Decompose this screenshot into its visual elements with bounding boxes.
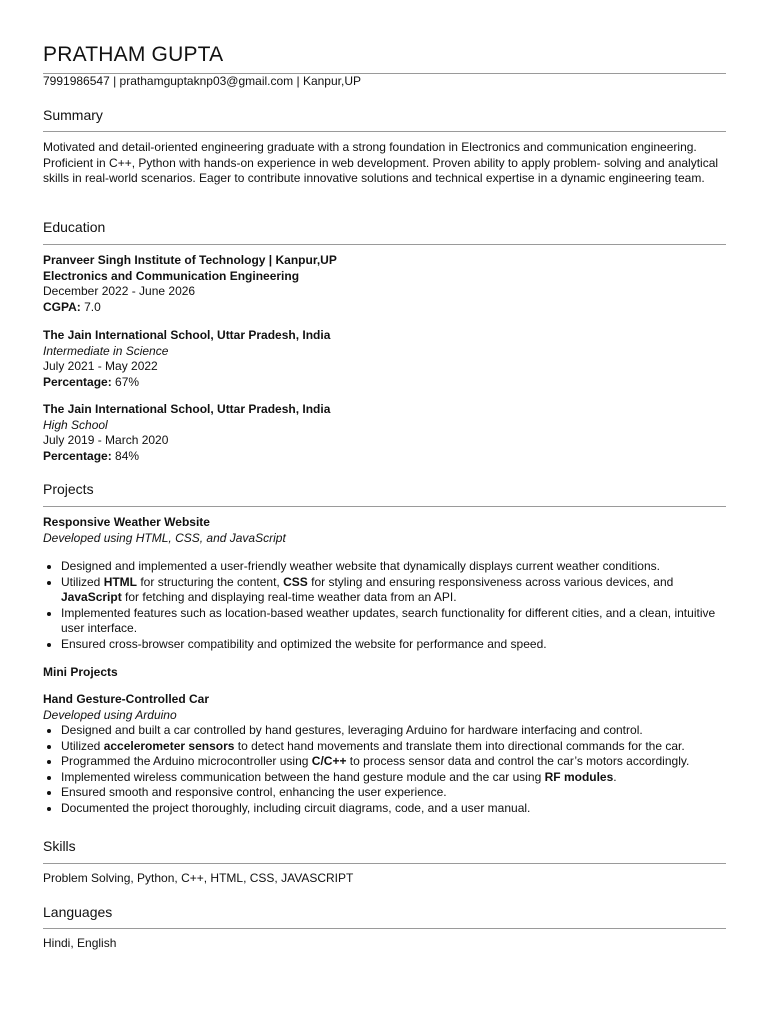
bullet-item: • Documented the project thoroughly, including circuit diagrams, code, and a user manual. [61,801,726,817]
skills-text: Problem Solving, Python, C++, HTML, CSS, JAVASCRIPT [43,871,354,885]
education-entry [43,328,726,390]
bullet-item: • Implemented wireless communication between the hand gesture module and the car using RF modules. [61,770,726,786]
projects-divider [43,506,726,507]
education-dates: July 2019 - March 2020 [43,433,169,447]
degree-name: Electronics and Communication Engineering [43,268,300,283]
score-value: 67% [115,374,140,389]
bullet-item: • Designed and implemented a user-friendly weather website that dynamically displays current weather conditions. [61,559,726,575]
languages-text: Hindi, English [43,936,117,950]
phone-number: 7991986547 [43,74,110,88]
languages-heading: Languages [43,904,113,920]
score-value: 84% [115,448,140,463]
contact-separator: | [109,74,120,88]
education-score [43,300,726,316]
score-label: Percentage: [43,374,112,389]
score-label: CGPA: [43,299,81,314]
bullet-item: • Programmed the Arduino microcontroller using C/C++ to process sensor data and control the car’s motors accordingly. [61,754,726,770]
summary-text: Motivated and detail-oriented engineering graduate with a strong foundation in Electronics and communication engineering. Proficient in C++, Python with hands-on experience in web development. Proven ability to apply problem- solving and analytical skills in real-world scenarios. Eager to contribute innovative solutions and technical expertise in a dynamic engineering team. [43,140,719,185]
education-dates: December 2022 - June 2026 [43,284,196,298]
summary-heading: Summary [43,107,103,123]
project-title: Hand Gesture-Controlled Car [43,692,210,706]
education-entry [43,402,726,464]
bullet-item: • Implemented features such as location-based weather updates, search functionality for different cities, and a clean, intuitive user interface. [61,606,726,637]
summary-divider [43,131,726,132]
education-heading: Education [43,219,106,235]
education-divider [43,244,726,245]
candidate-name: PRATHAM GUPTA [43,43,224,66]
project-bullets [43,559,726,652]
bullet-item: • Utilized HTML for structuring the content, CSS for styling and ensuring responsiveness across various devices, and JavaScript for fetching and displaying real-time weather data from an API. [61,575,726,606]
score-value: 7.0 [84,299,101,314]
bullet-item: • Ensured smooth and responsive control, enhancing the user experience. [61,785,726,801]
degree-name: Intermediate in Science [43,343,169,358]
skills-divider [43,863,726,864]
institution-name: The Jain International School, Uttar Pradesh, India [43,402,331,416]
contact-separator: | [293,74,303,88]
project-subtitle: Developed using HTML, CSS, and JavaScript [43,530,286,545]
bullet-item: • Designed and built a car controlled by hand gestures, leveraging Arduino for hardware interfacing and control. [61,723,726,739]
project-car [43,692,726,816]
education-score [43,375,726,391]
project-weather [43,515,726,652]
project-title: Responsive Weather Website [43,515,210,529]
score-label: Percentage: [43,448,112,463]
skills-heading: Skills [43,838,76,854]
languages-divider [43,928,726,929]
degree-name: High School [43,417,108,432]
bullet-item: • Utilized accelerometer sensors to detect hand movements and translate them into directional commands for the car. [61,739,726,755]
projects-heading: Projects [43,481,94,497]
institution-name: Pranveer Singh Institute of Technology | Kanpur,UP [43,253,337,267]
location: Kanpur,UP [302,74,361,88]
bullet-item: • Ensured cross-browser compatibility and optimized the website for performance and speed. [61,637,726,653]
mini-projects-heading: Mini Projects [43,665,118,679]
project-bullets [43,723,726,816]
education-score [43,449,726,465]
education-dates: July 2021 - May 2022 [43,359,158,373]
institution-name: The Jain International School, Uttar Pradesh, India [43,328,331,342]
email-address: prathamguptaknp03@gmail.com [119,74,294,88]
contact-line [43,74,361,90]
project-subtitle: Developed using Arduino [43,707,177,722]
education-entry [43,253,726,315]
